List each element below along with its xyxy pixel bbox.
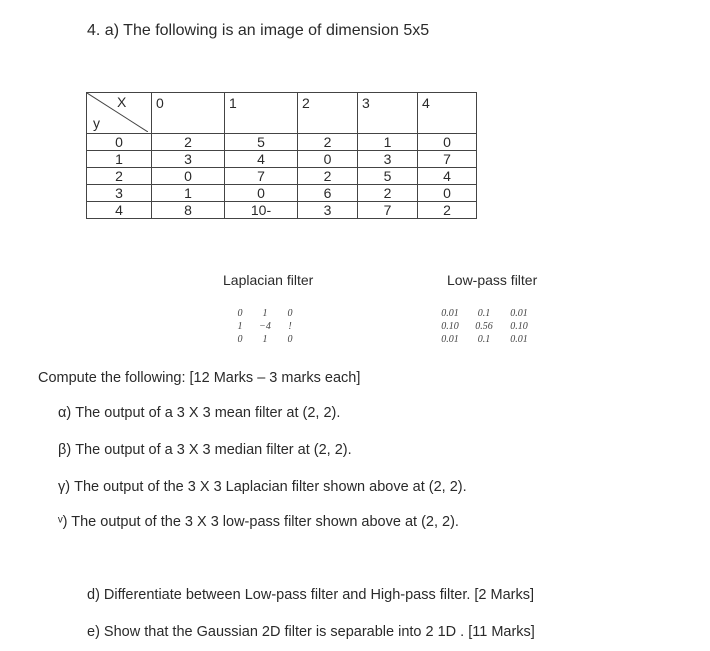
pixel-cell: 1 (358, 134, 418, 151)
matrix-cell: 0.1 (477, 334, 491, 345)
matrix-row (228, 308, 302, 321)
x-header: 2 (298, 93, 358, 134)
x-header: 0 (152, 93, 225, 134)
table-row (87, 202, 477, 219)
y-header: 2 (87, 168, 152, 185)
y-header: 4 (87, 202, 152, 219)
pixel-cell: 0 (418, 185, 477, 202)
matrix-cell: ! (288, 321, 292, 332)
image-table (86, 92, 477, 219)
pixel-cell: 5 (225, 134, 298, 151)
table-row (87, 185, 477, 202)
pixel-cell: 1 (152, 185, 225, 202)
pixel-cell: 2 (418, 202, 477, 219)
pixel-cell: 3 (358, 151, 418, 168)
pixel-cell: 0 (418, 134, 477, 151)
x-axis-label: X (117, 94, 127, 110)
matrix-cell: 1 (262, 334, 268, 345)
y-axis-label: y (93, 115, 100, 131)
pixel-cell: 3 (152, 151, 225, 168)
pixel-cell: 4 (225, 151, 298, 168)
x-header: 3 (358, 93, 418, 134)
x-header: 4 (418, 93, 477, 134)
matrix-cell: 1 (262, 308, 268, 319)
pixel-cell: 0 (225, 185, 298, 202)
task-item-gamma: γ) The output of the 3 X 3 Laplacian filter shown above at (2, 2). (58, 479, 467, 495)
pixel-cell: 0 (298, 151, 358, 168)
matrix-cell: 0 (237, 308, 243, 319)
matrix-cell: 0.56 (475, 321, 493, 332)
matrix-cell: 0.01 (441, 308, 459, 319)
matrix-cell: 0 (287, 334, 293, 345)
matrix-row (434, 334, 536, 347)
task-item-beta: β) The output of a 3 X 3 median filter at (2, 2). (58, 442, 352, 458)
pixel-cell: 7 (358, 202, 418, 219)
pixel-cell: 7 (418, 151, 477, 168)
task-item-delta: ᵛ) The output of the 3 X 3 low-pass filter shown above at (2, 2). (58, 514, 459, 530)
matrix-cell: 0 (237, 334, 243, 345)
y-header: 0 (87, 134, 152, 151)
table-row (87, 168, 477, 185)
matrix-cell: 0.01 (510, 308, 528, 319)
table-header-row (87, 93, 477, 134)
matrix-row (228, 321, 302, 334)
pixel-cell: 0 (152, 168, 225, 185)
compute-intro: Compute the following: [12 Marks – 3 marks each] (38, 370, 361, 386)
pixel-cell: 5 (358, 168, 418, 185)
pixel-cell: 2 (298, 134, 358, 151)
matrix-cell: 0.01 (510, 334, 528, 345)
matrix-row (228, 334, 302, 347)
question-title: 4. a) The following is an image of dimension 5x5 (87, 22, 430, 39)
question-e: e) Show that the Gaussian 2D filter is separable into 2 1D . [11 Marks] (87, 624, 535, 640)
pixel-cell: 10- (225, 202, 298, 219)
matrix-cell: 0.1 (477, 308, 491, 319)
table-corner-cell (87, 93, 152, 134)
pixel-cell: 2 (152, 134, 225, 151)
lowpass-filter-label: Low-pass filter (447, 272, 538, 288)
question-d: d) Differentiate between Low-pass filter and High-pass filter. [2 Marks] (87, 587, 535, 603)
lowpass-matrix (434, 308, 536, 347)
pixel-cell: 3 (298, 202, 358, 219)
matrix-cell: 0 (287, 308, 293, 319)
x-header: 1 (225, 93, 298, 134)
pixel-cell: 6 (298, 185, 358, 202)
pixel-cell: 4 (418, 168, 477, 185)
task-item-alpha: α) The output of a 3 X 3 mean filter at (2, 2). (58, 405, 341, 421)
laplacian-filter-label: Laplacian filter (223, 272, 314, 288)
matrix-cell: 0.01 (441, 334, 459, 345)
y-header: 3 (87, 185, 152, 202)
matrix-cell: −4 (259, 321, 271, 332)
matrix-row (434, 321, 536, 334)
matrix-cell: 1 (237, 321, 243, 332)
matrix-cell: 0.10 (510, 321, 528, 332)
y-header: 1 (87, 151, 152, 168)
matrix-cell: 0.10 (441, 321, 459, 332)
table-row (87, 151, 477, 168)
pixel-cell: 7 (225, 168, 298, 185)
laplacian-matrix (228, 308, 302, 347)
matrix-row (434, 308, 536, 321)
pixel-cell: 8 (152, 202, 225, 219)
pixel-cell: 2 (298, 168, 358, 185)
table-row (87, 134, 477, 151)
pixel-cell: 2 (358, 185, 418, 202)
